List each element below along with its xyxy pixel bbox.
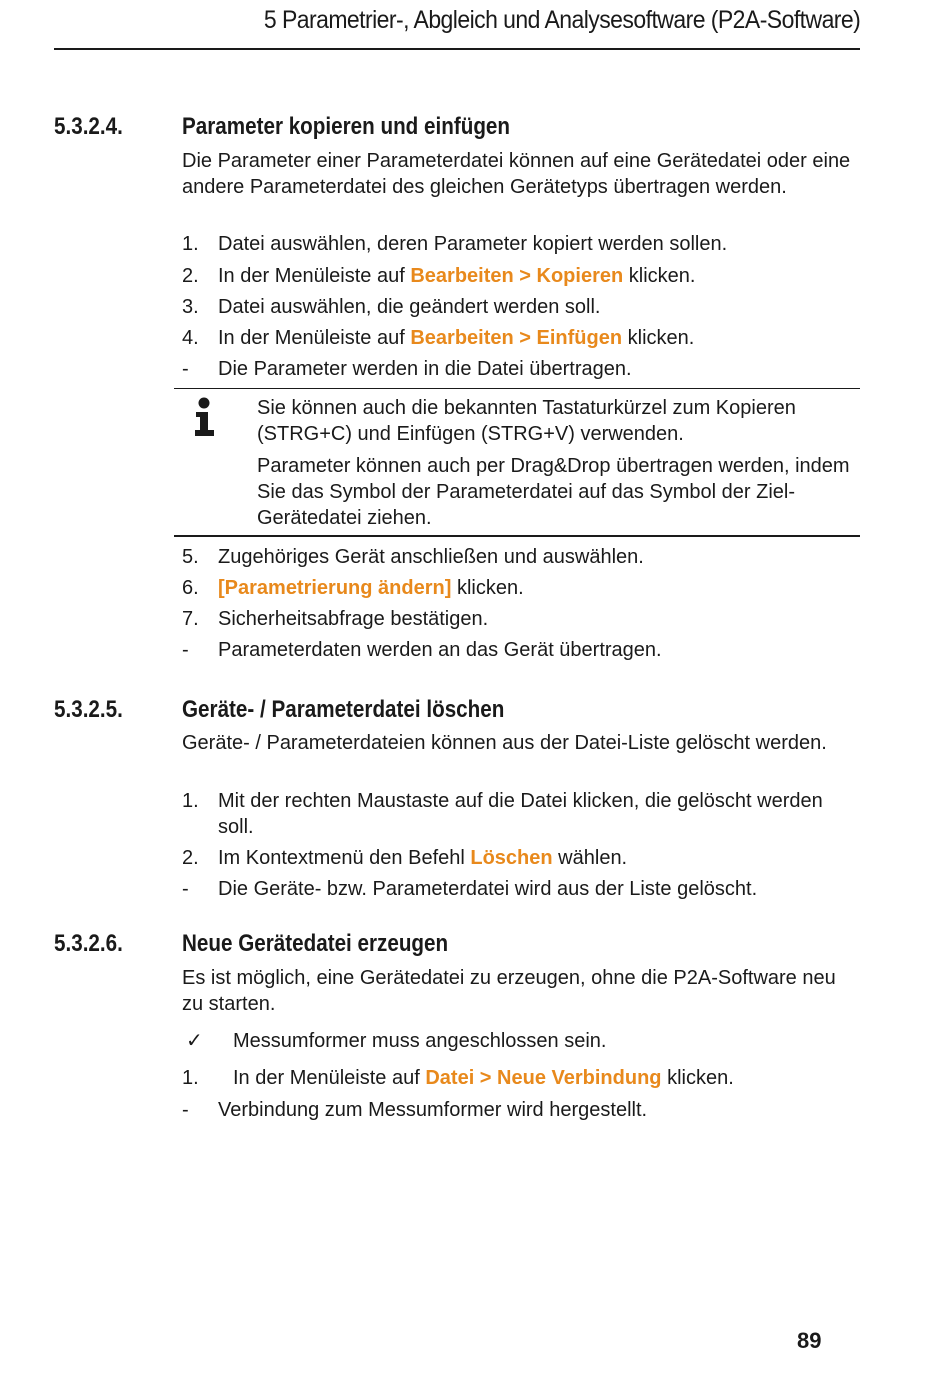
- section-number: 5.3.2.6.: [54, 930, 123, 957]
- section-intro: Geräte- / Parameterdateien können aus der Datei-Liste gelöscht werden.: [182, 732, 827, 754]
- result-marker: -: [182, 358, 189, 380]
- step-marker: 1.: [182, 790, 199, 812]
- result-marker: -: [182, 1099, 189, 1121]
- step-marker: 1.: [182, 233, 199, 255]
- step-text: In der Menüleiste auf Bearbeiten > Einfügen klicken.: [218, 327, 695, 349]
- menu-path: Datei > Neue Verbindung: [425, 1067, 662, 1089]
- step-marker: 6.: [182, 577, 199, 599]
- menu-path: Bearbeiten > Kopieren: [410, 265, 624, 287]
- step-text: Im Kontextmenü den Befehl Löschen wählen.: [218, 847, 628, 869]
- page-number: 89: [797, 1328, 822, 1353]
- step-marker: 3.: [182, 296, 199, 318]
- step-text: Mit der rechten Maustaste auf die Datei klicken, die gelöscht werden soll.: [218, 790, 823, 838]
- header-title: 5 Parametrier-, Abgleich und Analysesoftware (P2A-Software): [263, 6, 860, 34]
- result-text: Verbindung zum Messumformer wird hergestellt.: [218, 1099, 648, 1121]
- step-marker: 2.: [182, 847, 199, 869]
- result-marker: -: [182, 639, 189, 661]
- step-text: Datei auswählen, die geändert werden soll.: [218, 296, 601, 318]
- step-text: Datei auswählen, deren Parameter kopiert werden sollen.: [218, 233, 728, 255]
- step-text: [Parametrierung ändern] klicken.: [218, 577, 524, 599]
- step-marker: 7.: [182, 608, 199, 630]
- info-icon: [190, 397, 220, 437]
- step-text: Zugehöriges Gerät anschließen und auswählen.: [218, 546, 644, 568]
- step-text: In der Menüleiste auf Datei > Neue Verbindung klicken.: [233, 1067, 734, 1089]
- note-bottom-divider: [174, 535, 860, 537]
- step-marker: 5.: [182, 546, 199, 568]
- checkmark-icon: ✓: [186, 1030, 203, 1052]
- section-title: Neue Gerätedatei erzeugen: [182, 930, 449, 957]
- result-text: Die Parameter werden in die Datei übertragen.: [218, 358, 632, 380]
- step-text: Sicherheitsabfrage bestätigen.: [218, 608, 489, 630]
- step-marker: 1.: [182, 1067, 199, 1089]
- section-intro: Es ist möglich, eine Gerätedatei zu erzeugen, ohne die P2A-Software neu zu starten.: [182, 967, 836, 1015]
- button-reference: [Parametrierung ändern]: [218, 577, 452, 599]
- prerequisite-text: Messumformer muss angeschlossen sein.: [233, 1030, 607, 1052]
- menu-path: Bearbeiten > Einfügen: [410, 327, 623, 349]
- note-top-divider: [174, 388, 860, 389]
- section-number: 5.3.2.5.: [54, 696, 123, 723]
- section-intro: Die Parameter einer Parameterdatei können auf eine Gerätedatei oder eine andere Parameterdatei des gleichen Gerätetyps übertragen werden.: [182, 150, 851, 198]
- step-marker: 4.: [182, 327, 199, 349]
- section-title: Geräte- / Parameterdatei löschen: [182, 696, 505, 723]
- section-number: 5.3.2.4.: [54, 113, 123, 140]
- step-marker: 2.: [182, 265, 199, 287]
- section-title: Parameter kopieren und einfügen: [182, 113, 511, 140]
- header-divider: [54, 48, 860, 50]
- note-paragraph: Parameter können auch per Drag&Drop übertragen werden, indem Sie das Symbol der Parameterdatei auf das Symbol der Ziel-Gerätedatei ziehen.: [257, 455, 850, 529]
- step-text: In der Menüleiste auf Bearbeiten > Kopieren klicken.: [218, 265, 696, 287]
- result-text: Die Geräte- bzw. Parameterdatei wird aus der Liste gelöscht.: [218, 878, 758, 900]
- result-marker: -: [182, 878, 189, 900]
- menu-command: Löschen: [470, 847, 553, 869]
- result-text: Parameterdaten werden an das Gerät übertragen.: [218, 639, 662, 661]
- note-paragraph: Sie können auch die bekannten Tastaturkürzel zum Kopieren (STRG+C) und Einfügen (STRG+V) verwenden.: [257, 397, 796, 445]
